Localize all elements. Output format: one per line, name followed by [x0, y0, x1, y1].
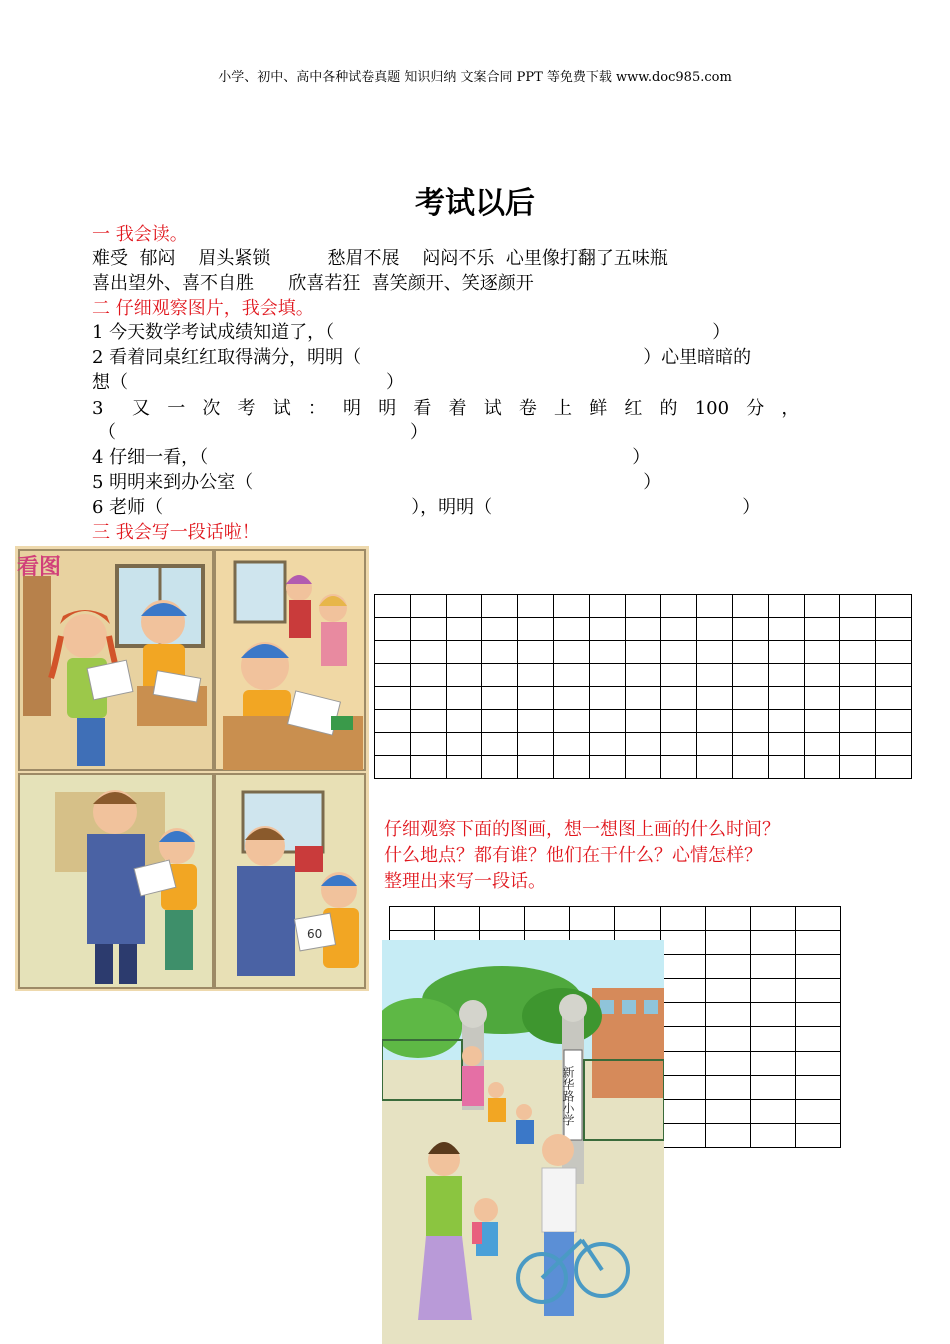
grid-cell[interactable] — [446, 687, 482, 710]
grid-cell[interactable] — [375, 733, 411, 756]
grid-cell[interactable] — [750, 1051, 795, 1075]
grid-cell[interactable] — [518, 641, 554, 664]
grid-cell[interactable] — [615, 907, 660, 931]
section3-instruction-3: 整理出来写一段话。 — [384, 871, 546, 892]
grid-cell[interactable] — [840, 595, 876, 618]
grid-cell[interactable] — [446, 710, 482, 733]
grid-cell[interactable] — [876, 687, 912, 710]
grid-cell[interactable] — [795, 1003, 840, 1027]
grid-cell[interactable] — [840, 733, 876, 756]
section3-instruction-2: 什么地点？都有谁？他们在干什么？心情怎样？ — [384, 845, 762, 866]
grid-cell[interactable] — [795, 907, 840, 931]
grid-cell[interactable] — [795, 979, 840, 1003]
grid-cell[interactable] — [661, 733, 697, 756]
grid-cell[interactable] — [589, 664, 625, 687]
grid-cell[interactable] — [840, 710, 876, 733]
grid-cell[interactable] — [795, 1123, 840, 1147]
grid-cell[interactable] — [840, 664, 876, 687]
grid-cell[interactable] — [732, 595, 768, 618]
grid-cell[interactable] — [840, 618, 876, 641]
grid-cell[interactable] — [553, 618, 589, 641]
grid-cell[interactable] — [768, 664, 804, 687]
grid-cell[interactable] — [697, 733, 733, 756]
page-title: 考试以后 — [415, 186, 535, 221]
grid-cell[interactable] — [410, 710, 446, 733]
grid-cell[interactable] — [661, 595, 697, 618]
grid-row — [375, 710, 912, 733]
grid-cell[interactable] — [876, 733, 912, 756]
grid-cell[interactable] — [804, 641, 840, 664]
grid-cell[interactable] — [732, 618, 768, 641]
grid-cell[interactable] — [768, 733, 804, 756]
grid-cell[interactable] — [732, 733, 768, 756]
grid-cell[interactable] — [661, 756, 697, 779]
grid-cell[interactable] — [482, 756, 518, 779]
grid-cell[interactable] — [795, 1051, 840, 1075]
grid-cell[interactable] — [732, 710, 768, 733]
grid-cell[interactable] — [446, 618, 482, 641]
grid-cell[interactable] — [804, 664, 840, 687]
grid-cell[interactable] — [446, 595, 482, 618]
question-2-cont: 想（ ） — [92, 372, 404, 393]
grid-cell[interactable] — [553, 710, 589, 733]
grid-cell[interactable] — [804, 756, 840, 779]
grid-cell[interactable] — [410, 664, 446, 687]
grid-cell[interactable] — [435, 907, 480, 931]
grid-cell[interactable] — [625, 641, 661, 664]
grid-cell[interactable] — [876, 641, 912, 664]
grid-cell[interactable] — [750, 931, 795, 955]
section3-heading: 三 我会写一段话啦！ — [92, 522, 260, 543]
grid-cell[interactable] — [661, 641, 697, 664]
grid-cell[interactable] — [768, 756, 804, 779]
grid-cell[interactable] — [732, 687, 768, 710]
grid-cell[interactable] — [375, 595, 411, 618]
grid-row — [375, 595, 912, 618]
question-6: 6 老师（ ），明明（ ） — [92, 497, 761, 518]
grid-cell[interactable] — [660, 1075, 705, 1099]
grid-cell[interactable] — [625, 664, 661, 687]
grid-cell[interactable] — [589, 595, 625, 618]
grid-cell[interactable] — [660, 1003, 705, 1027]
page-header: 小学、初中、高中各种试卷真题 知识归纳 文案合同 PPT 等免费下载 www.doc985.com — [218, 70, 732, 85]
grid-cell[interactable] — [697, 618, 733, 641]
grid-cell[interactable] — [660, 1051, 705, 1075]
grid-cell[interactable] — [750, 979, 795, 1003]
grid-cell[interactable] — [589, 687, 625, 710]
grid-cell[interactable] — [840, 756, 876, 779]
grid-cell[interactable] — [768, 641, 804, 664]
question-2: 2 看着同桌红红取得满分，明明（ ）心里暗暗的 — [92, 347, 752, 368]
grid-cell[interactable] — [518, 664, 554, 687]
writing-grid-1[interactable] — [374, 594, 912, 779]
grid-cell[interactable] — [705, 1099, 750, 1123]
grid-cell[interactable] — [795, 1075, 840, 1099]
grid-cell[interactable] — [553, 687, 589, 710]
grid-cell[interactable] — [705, 979, 750, 1003]
grid-cell[interactable] — [589, 641, 625, 664]
grid-cell[interactable] — [482, 595, 518, 618]
grid-cell[interactable] — [661, 664, 697, 687]
grid-cell[interactable] — [697, 710, 733, 733]
grid-cell[interactable] — [768, 618, 804, 641]
grid-cell[interactable] — [795, 931, 840, 955]
grid-cell[interactable] — [660, 1027, 705, 1051]
grid-cell[interactable] — [375, 618, 411, 641]
grid-row — [375, 733, 912, 756]
grid-cell[interactable] — [750, 907, 795, 931]
grid-cell[interactable] — [518, 733, 554, 756]
grid-cell[interactable] — [589, 733, 625, 756]
grid-cell[interactable] — [589, 618, 625, 641]
grid-cell[interactable] — [518, 618, 554, 641]
section1-heading: 一 我会读。 — [92, 224, 188, 245]
grid-cell[interactable] — [375, 664, 411, 687]
grid-cell[interactable] — [375, 710, 411, 733]
comic-corner-label: 看图 — [17, 555, 62, 580]
grid-cell[interactable] — [705, 1003, 750, 1027]
grid-cell[interactable] — [518, 756, 554, 779]
grid-cell[interactable] — [518, 595, 554, 618]
grid-cell[interactable] — [480, 907, 525, 931]
section1-words-2: 喜出望外、喜不自胜 欣喜若狂 喜笑颜开、笑逐颜开 — [92, 273, 534, 294]
grid-cell[interactable] — [518, 710, 554, 733]
grid-cell[interactable] — [804, 687, 840, 710]
school-gate-illustration — [382, 940, 664, 1344]
grid-cell[interactable] — [553, 733, 589, 756]
paper-score-mark: 60 — [307, 927, 323, 941]
grid-row — [375, 687, 912, 710]
question-5: 5 明明来到办公室（ ） — [92, 472, 662, 493]
question-4: 4 仔细一看，（ ） — [92, 447, 651, 468]
grid-cell[interactable] — [705, 931, 750, 955]
grid-cell[interactable] — [804, 595, 840, 618]
grid-cell[interactable] — [625, 733, 661, 756]
grid-cell[interactable] — [840, 641, 876, 664]
grid-cell[interactable] — [705, 1075, 750, 1099]
grid-cell[interactable] — [660, 907, 705, 931]
section2-heading: 二 仔细观察图片，我会填。 — [92, 298, 314, 319]
question-1: 1 今天数学考试成绩知道了，（ ） — [92, 322, 731, 343]
grid-cell[interactable] — [482, 710, 518, 733]
grid-cell[interactable] — [768, 687, 804, 710]
grid-cell[interactable] — [795, 1099, 840, 1123]
grid-cell[interactable] — [553, 664, 589, 687]
grid-cell[interactable] — [732, 641, 768, 664]
grid-cell[interactable] — [375, 687, 411, 710]
grid-row — [375, 618, 912, 641]
grid-cell[interactable] — [482, 687, 518, 710]
grid-cell[interactable] — [697, 756, 733, 779]
grid-cell[interactable] — [804, 710, 840, 733]
grid-cell[interactable] — [625, 710, 661, 733]
grid-cell[interactable] — [625, 595, 661, 618]
grid-cell[interactable] — [661, 618, 697, 641]
grid-cell[interactable] — [589, 756, 625, 779]
grid-cell[interactable] — [661, 710, 697, 733]
grid-cell[interactable] — [732, 664, 768, 687]
grid-row — [390, 907, 841, 931]
grid-cell[interactable] — [840, 687, 876, 710]
grid-cell[interactable] — [660, 955, 705, 979]
grid-cell[interactable] — [553, 595, 589, 618]
grid-cell[interactable] — [697, 664, 733, 687]
grid-cell[interactable] — [375, 641, 411, 664]
grid-cell[interactable] — [750, 1027, 795, 1051]
grid-cell[interactable] — [410, 733, 446, 756]
grid-cell[interactable] — [750, 1075, 795, 1099]
grid-cell[interactable] — [705, 1123, 750, 1147]
grid-row — [375, 756, 912, 779]
grid-cell[interactable] — [446, 664, 482, 687]
grid-cell[interactable] — [697, 687, 733, 710]
grid-cell[interactable] — [876, 710, 912, 733]
grid-cell[interactable] — [750, 1099, 795, 1123]
grid-cell[interactable] — [518, 687, 554, 710]
grid-cell[interactable] — [660, 931, 705, 955]
grid-cell[interactable] — [750, 1123, 795, 1147]
grid-cell[interactable] — [705, 955, 750, 979]
grid-cell[interactable] — [795, 955, 840, 979]
question-3: 3 又 一 次 考 试 ： 明 明 看 着 试 卷 上 鲜 红 的 100 分 ， — [92, 398, 800, 419]
grid-cell[interactable] — [410, 756, 446, 779]
grid-cell[interactable] — [482, 733, 518, 756]
grid-cell[interactable] — [482, 641, 518, 664]
comic-strip-illustration — [15, 546, 369, 991]
grid-cell[interactable] — [410, 595, 446, 618]
grid-cell[interactable] — [697, 595, 733, 618]
grid-cell[interactable] — [876, 595, 912, 618]
grid-cell[interactable] — [697, 641, 733, 664]
grid-cell[interactable] — [705, 907, 750, 931]
grid-cell[interactable] — [768, 595, 804, 618]
grid-cell[interactable] — [446, 756, 482, 779]
grid-cell[interactable] — [660, 1099, 705, 1123]
grid-cell[interactable] — [410, 687, 446, 710]
grid-cell[interactable] — [525, 907, 570, 931]
grid-cell[interactable] — [390, 907, 435, 931]
grid-cell[interactable] — [732, 756, 768, 779]
grid-cell[interactable] — [553, 641, 589, 664]
question-3-cont: （ ） — [98, 422, 428, 443]
grid-cell[interactable] — [660, 1123, 705, 1147]
grid-cell[interactable] — [804, 618, 840, 641]
grid-cell[interactable] — [589, 710, 625, 733]
grid-cell[interactable] — [553, 756, 589, 779]
grid-cell[interactable] — [876, 664, 912, 687]
section1-words-1: 难受 郁闷 眉头紧锁 愁眉不展 闷闷不乐 心里像打翻了五味瓶 — [92, 248, 668, 269]
grid-cell[interactable] — [410, 641, 446, 664]
section3-instruction-1: 仔细观察下面的图画，想一想图上画的什么时间？ — [384, 819, 780, 840]
grid-cell[interactable] — [446, 641, 482, 664]
grid-row — [375, 664, 912, 687]
grid-cell[interactable] — [660, 979, 705, 1003]
grid-cell[interactable] — [750, 1003, 795, 1027]
grid-cell[interactable] — [446, 733, 482, 756]
grid-cell[interactable] — [795, 1027, 840, 1051]
grid-cell[interactable] — [768, 710, 804, 733]
grid-cell[interactable] — [482, 618, 518, 641]
grid-cell[interactable] — [625, 687, 661, 710]
grid-cell[interactable] — [804, 733, 840, 756]
grid-cell[interactable] — [375, 756, 411, 779]
grid-cell[interactable] — [661, 687, 697, 710]
school-gate-sign: 新华路小学 — [561, 1066, 575, 1126]
grid-cell[interactable] — [625, 618, 661, 641]
grid-cell[interactable] — [705, 1051, 750, 1075]
grid-cell[interactable] — [482, 664, 518, 687]
grid-cell[interactable] — [705, 1027, 750, 1051]
grid-cell[interactable] — [570, 907, 615, 931]
grid-cell[interactable] — [876, 618, 912, 641]
grid-row — [375, 641, 912, 664]
grid-cell[interactable] — [750, 955, 795, 979]
grid-cell[interactable] — [876, 756, 912, 779]
grid-cell[interactable] — [410, 618, 446, 641]
grid-cell[interactable] — [625, 756, 661, 779]
